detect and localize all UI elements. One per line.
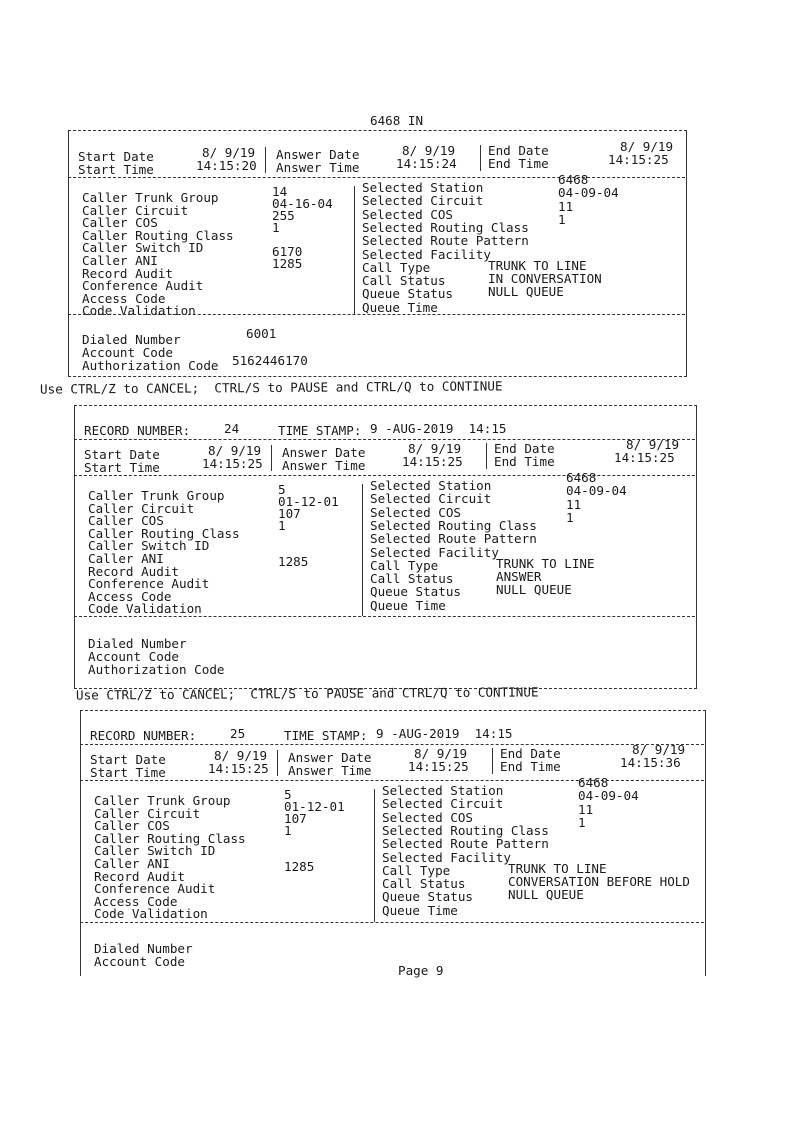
- divider: [486, 443, 487, 469]
- record-audit-label: Record Audit: [82, 266, 173, 281]
- caller-routing-class: 1: [272, 220, 280, 235]
- divider: [74, 439, 695, 440]
- selected-routing-class-label: Selected Routing Class: [382, 823, 549, 838]
- answer-time: 14:15:24: [396, 156, 457, 171]
- authorization-code-label: Authorization Code: [88, 662, 225, 677]
- answer-time-label: Answer Time: [288, 763, 372, 778]
- queue-status: NULL QUEUE: [508, 887, 584, 902]
- caller-circuit: 01-12-01: [278, 494, 339, 509]
- start-time-label: Start Time: [84, 460, 160, 475]
- selected-circuit-label: Selected Circuit: [362, 193, 484, 208]
- selected-cos: 11: [558, 199, 574, 214]
- start-time-label: Start Time: [90, 765, 166, 780]
- end-date: 8/ 9/19: [626, 437, 680, 452]
- selected-station-label: Selected Station: [370, 478, 492, 493]
- queue-status: NULL QUEUE: [488, 284, 564, 299]
- conference-audit-label: Conference Audit: [88, 576, 210, 591]
- answer-time: 14:15:25: [408, 759, 469, 774]
- caller-cos: 255: [272, 208, 295, 223]
- selected-route-pattern-label: Selected Route Pattern: [382, 836, 549, 851]
- selected-cos: 11: [566, 497, 582, 512]
- record-audit: 1285: [278, 554, 309, 569]
- conference-audit-label: Conference Audit: [82, 278, 204, 293]
- selected-station: 6468: [558, 172, 589, 187]
- selected-circuit: 04-09-04: [566, 483, 627, 498]
- selected-facility-label: Selected Facility: [370, 545, 499, 560]
- queue-time-label: Queue Time: [370, 598, 446, 613]
- divider: [480, 145, 481, 171]
- authorization-code: 5162446170: [232, 353, 308, 368]
- start-time-label: Start Time: [78, 162, 154, 177]
- start-date: 8/ 9/19: [214, 748, 268, 763]
- access-code-label: Access Code: [82, 291, 166, 306]
- selected-circuit: 04-09-04: [558, 185, 619, 200]
- caller-routing-class-label: Caller Routing Class: [94, 831, 246, 846]
- caller-switch-id-label: Caller Switch ID: [94, 843, 216, 858]
- end-time-label: End Time: [488, 156, 549, 171]
- answer-date-label: Answer Date: [288, 750, 372, 765]
- call-type: TRUNK TO LINE: [488, 258, 587, 273]
- divider: [80, 922, 704, 923]
- start-time: 14:15:25: [208, 761, 269, 776]
- queue-time-label: Queue Time: [362, 300, 438, 315]
- divider: [271, 445, 272, 471]
- selected-circuit: 04-09-04: [578, 788, 639, 803]
- end-time: 14:15:25: [608, 152, 669, 167]
- record-number-label: RECORD NUMBER:: [90, 728, 197, 743]
- divider: [265, 147, 266, 173]
- selected-route-pattern-label: Selected Route Pattern: [362, 233, 529, 248]
- answer-date: 8/ 9/19: [414, 746, 468, 761]
- authorization-code-label: Authorization Code: [82, 358, 219, 373]
- caller-circuit-label: Caller Circuit: [82, 203, 189, 218]
- caller-trunk-group-label: Caller Trunk Group: [82, 190, 219, 205]
- end-time: 14:15:25: [614, 450, 675, 465]
- caller-cos: 107: [284, 811, 307, 826]
- selected-cos: 11: [578, 802, 594, 817]
- caller-routing-class-label: Caller Routing Class: [82, 228, 234, 243]
- divider: [374, 789, 375, 922]
- conference-audit-label: Conference Audit: [94, 881, 216, 896]
- call-type-label: Call Type: [382, 863, 451, 878]
- divider: [74, 616, 695, 617]
- record-number: 24: [224, 421, 240, 436]
- account-code-label: Account Code: [88, 649, 179, 664]
- record-number-label: RECORD NUMBER:: [84, 423, 191, 438]
- call-status: CONVERSATION BEFORE HOLD: [508, 874, 690, 889]
- dialed-number-label: Dialed Number: [94, 941, 193, 956]
- divider: [68, 177, 685, 178]
- call-status-label: Call Status: [370, 571, 454, 586]
- caller-cos: 107: [278, 506, 301, 521]
- answer-time: 14:15:25: [402, 454, 463, 469]
- dialed-number-label: Dialed Number: [88, 636, 187, 651]
- caller-trunk-group: 14: [272, 184, 288, 199]
- caller-ani: 6170: [272, 244, 303, 259]
- code-validation-label: Code Validation: [88, 601, 202, 616]
- selected-cos-label: Selected COS: [362, 207, 453, 222]
- selected-cos-label: Selected COS: [370, 505, 461, 520]
- call-type: TRUNK TO LINE: [496, 556, 595, 571]
- caller-ani-label: Caller ANI: [94, 856, 170, 871]
- code-validation-label: Code Validation: [82, 303, 196, 318]
- caller-cos-label: Caller COS: [88, 513, 164, 528]
- divider: [68, 314, 685, 315]
- selected-station-label: Selected Station: [382, 783, 504, 798]
- start-date-label: Start Date: [90, 752, 166, 767]
- account-code-label: Account Code: [94, 954, 185, 969]
- caller-trunk-group: 5: [278, 482, 286, 497]
- account-code-label: Account Code: [82, 345, 173, 360]
- start-date-label: Start Date: [78, 149, 154, 164]
- record-number: 25: [230, 726, 246, 741]
- selected-facility-label: Selected Facility: [362, 247, 491, 262]
- page-header: 6468 IN: [370, 113, 424, 128]
- end-date: 8/ 9/19: [620, 139, 674, 154]
- queue-status-label: Queue Status: [370, 584, 461, 599]
- caller-circuit: 01-12-01: [284, 799, 345, 814]
- record-audit: 1285: [272, 256, 303, 271]
- selected-circuit-label: Selected Circuit: [370, 491, 492, 506]
- selected-circuit-label: Selected Circuit: [382, 796, 504, 811]
- queue-status: NULL QUEUE: [496, 582, 572, 597]
- selected-routing-class: 1: [558, 212, 566, 227]
- page-number: Page 9: [398, 963, 444, 978]
- record-audit-label: Record Audit: [88, 564, 179, 579]
- start-time: 14:15:25: [202, 456, 263, 471]
- start-time: 14:15:20: [196, 158, 257, 173]
- end-date-label: End Date: [500, 746, 561, 761]
- divider: [492, 748, 493, 774]
- record-audit: 1285: [284, 859, 315, 874]
- caller-switch-id-label: Caller Switch ID: [88, 538, 210, 553]
- divider: [74, 475, 695, 476]
- start-date-label: Start Date: [84, 447, 160, 462]
- call-status-label: Call Status: [362, 273, 446, 288]
- start-date: 8/ 9/19: [202, 145, 256, 160]
- call-status: IN CONVERSATION: [488, 271, 602, 286]
- selected-station: 6468: [578, 775, 609, 790]
- divider: [362, 484, 363, 616]
- start-date: 8/ 9/19: [208, 443, 262, 458]
- caller-trunk-group: 5: [284, 787, 292, 802]
- divider: [277, 750, 278, 776]
- code-validation-label: Code Validation: [94, 906, 208, 921]
- ctrl-prompt: Use CTRL/Z to CANCEL; CTRL/S to PAUSE and CTRL/Q to CONTINUE: [75, 684, 539, 703]
- divider: [80, 780, 704, 781]
- selected-facility-label: Selected Facility: [382, 850, 511, 865]
- ctrl-prompt: Use CTRL/Z to CANCEL; CTRL/S to PAUSE and CTRL/Q to CONTINUE: [39, 378, 503, 397]
- end-date-label: End Date: [494, 441, 555, 456]
- answer-time-label: Answer Time: [276, 160, 360, 175]
- end-time-label: End Time: [494, 454, 555, 469]
- selected-route-pattern-label: Selected Route Pattern: [370, 531, 537, 546]
- caller-ani-label: Caller ANI: [82, 253, 158, 268]
- access-code-label: Access Code: [88, 589, 172, 604]
- queue-status-label: Queue Status: [382, 889, 473, 904]
- time-stamp-label: TIME STAMP:: [278, 423, 362, 438]
- caller-circuit-label: Caller Circuit: [94, 806, 201, 821]
- selected-station: 6468: [566, 470, 597, 485]
- answer-date-label: Answer Date: [282, 445, 366, 460]
- call-type: TRUNK TO LINE: [508, 861, 607, 876]
- answer-date: 8/ 9/19: [408, 441, 462, 456]
- call-status-label: Call Status: [382, 876, 466, 891]
- caller-switch-id-label: Caller Switch ID: [82, 240, 204, 255]
- call-type-label: Call Type: [362, 260, 431, 275]
- answer-date: 8/ 9/19: [402, 143, 456, 158]
- caller-routing-class-label: Caller Routing Class: [88, 526, 240, 541]
- caller-trunk-group-label: Caller Trunk Group: [88, 488, 225, 503]
- caller-cos-label: Caller COS: [82, 215, 158, 230]
- selected-station-label: Selected Station: [362, 180, 484, 195]
- caller-routing-class: 1: [278, 518, 286, 533]
- caller-trunk-group-label: Caller Trunk Group: [94, 793, 231, 808]
- answer-date-label: Answer Date: [276, 147, 360, 162]
- access-code-label: Access Code: [94, 894, 178, 909]
- caller-circuit: 04-16-04: [272, 196, 333, 211]
- time-stamp: 9 -AUG-2019 14:15: [370, 421, 507, 436]
- selected-routing-class-label: Selected Routing Class: [370, 518, 537, 533]
- selected-routing-class: 1: [566, 510, 574, 525]
- end-time-label: End Time: [500, 759, 561, 774]
- selected-routing-class-label: Selected Routing Class: [362, 220, 529, 235]
- queue-time-label: Queue Time: [382, 903, 458, 918]
- caller-circuit-label: Caller Circuit: [88, 501, 195, 516]
- answer-time-label: Answer Time: [282, 458, 366, 473]
- selected-cos-label: Selected COS: [382, 810, 473, 825]
- end-time: 14:15:36: [620, 755, 681, 770]
- queue-status-label: Queue Status: [362, 286, 453, 301]
- caller-routing-class: 1: [284, 823, 292, 838]
- caller-cos-label: Caller COS: [94, 818, 170, 833]
- time-stamp-label: TIME STAMP:: [284, 728, 368, 743]
- time-stamp: 9 -AUG-2019 14:15: [376, 726, 513, 741]
- record-audit-label: Record Audit: [94, 869, 185, 884]
- end-date: 8/ 9/19: [632, 742, 686, 757]
- dialed-number: 6001: [246, 326, 277, 341]
- caller-ani-label: Caller ANI: [88, 551, 164, 566]
- dialed-number-label: Dialed Number: [82, 332, 181, 347]
- call-type-label: Call Type: [370, 558, 439, 573]
- end-date-label: End Date: [488, 143, 549, 158]
- divider: [354, 186, 355, 314]
- call-status: ANSWER: [496, 569, 542, 584]
- divider: [80, 744, 704, 745]
- selected-routing-class: 1: [578, 815, 586, 830]
